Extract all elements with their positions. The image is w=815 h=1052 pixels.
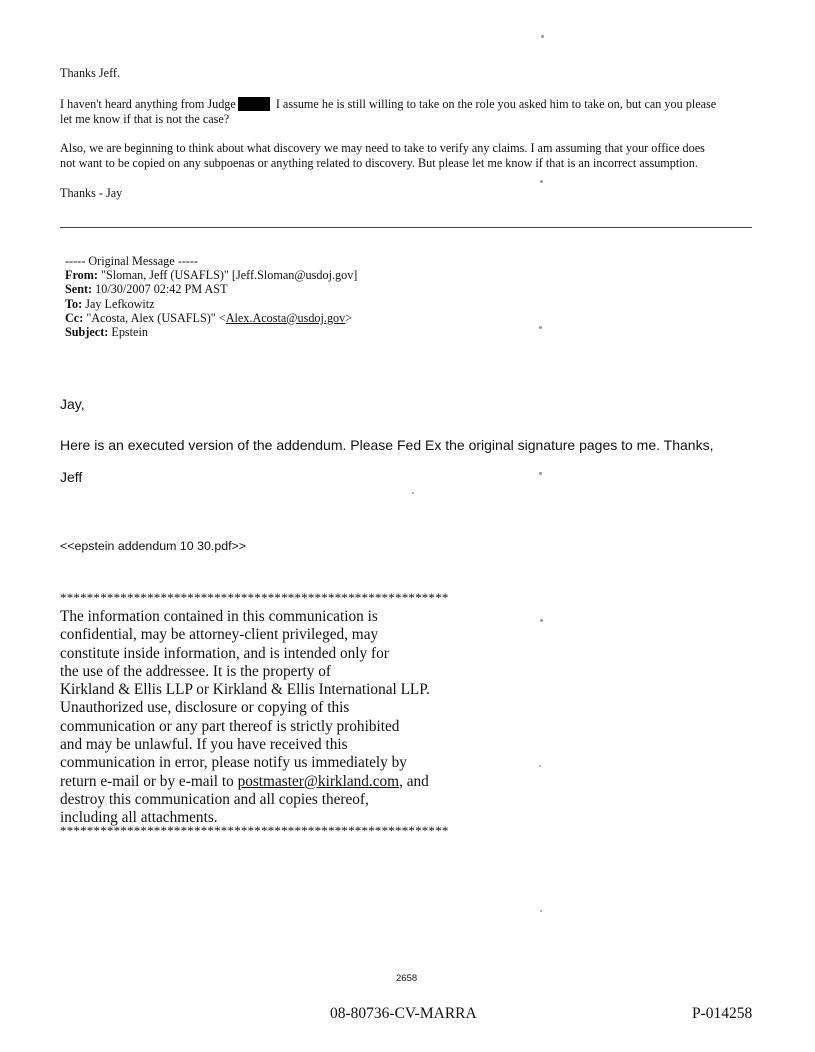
redaction-box — [238, 97, 270, 111]
scan-speck — [539, 326, 542, 329]
cc-email-link[interactable]: Alex.Acosta@usdoj.gov — [225, 310, 346, 325]
subject-label: Subject: — [65, 325, 109, 340]
reply-para1-part1: I haven't heard anything from Judge — [60, 97, 236, 111]
disclaimer-line10-suffix: , and — [399, 772, 429, 790]
disclaimer-stars-bottom: ********************************************************** — [60, 823, 449, 838]
disclaimer-line: confidential, may be attorney-client privileged, may — [60, 626, 379, 644]
cc-value-suffix: > — [345, 310, 353, 325]
page-number: 2658 — [396, 973, 418, 984]
reply-signoff: Thanks - Jay — [60, 186, 123, 200]
disclaimer-line10-prefix: return e-mail or by e-mail to — [60, 772, 238, 790]
sent-line — [65, 282, 357, 296]
disclaimer-line: constitute inside information, and is intended only for — [60, 644, 389, 662]
reply-para1-part2: I assume he is still willing to take on the role you asked him to take on, but can you please — [275, 97, 717, 111]
from-line — [65, 268, 357, 282]
reply-para2-line2: not want to be copied on any subpoenas or anything related to discovery. But please let me know if that is an incorrect assumption. — [60, 156, 698, 170]
disclaimer-line: The information contained in this communication is — [60, 608, 378, 625]
sent-label: Sent: — [65, 282, 93, 297]
scan-speck — [540, 910, 542, 912]
separator-rule — [60, 227, 752, 228]
cc-line — [65, 311, 357, 325]
from-value: "Sloman, Jeff (USAFLS)" [Jeff.Sloman@usdoj.gov] — [101, 268, 358, 283]
scan-speck — [539, 472, 542, 475]
scan-speck — [412, 492, 414, 494]
bates-number: P-014258 — [692, 1005, 753, 1022]
body-greeting: Jay, — [60, 396, 85, 412]
postmaster-email-link[interactable]: postmaster@kirkland.com — [237, 772, 400, 790]
case-number: 08-80736-CV-MARRA — [330, 1005, 477, 1022]
reply-para1-line2: let me know if that is not the case? — [60, 112, 230, 126]
scan-speck — [540, 619, 543, 622]
attachment-name[interactable]: <<epstein addendum 10 30.pdf>> — [60, 539, 247, 553]
body-signature: Jeff — [60, 469, 83, 485]
disclaimer-stars-top: ********************************************************** — [60, 590, 449, 605]
disclaimer-text — [60, 608, 430, 828]
disclaimer-line: communication in error, please notify us immediately by — [60, 754, 407, 772]
disclaimer-line: the use of the addressee. It is the property of — [60, 662, 332, 680]
original-message-separator: ----- Original Message ----- — [65, 254, 198, 268]
original-message-header — [65, 254, 357, 339]
disclaimer-line: and may be unlawful. If you have received this — [60, 736, 348, 754]
cc-label: Cc: — [65, 310, 84, 325]
to-line — [65, 297, 357, 311]
reply-para2-line1: Also, we are beginning to think about what discovery we may need to take to verify any claims. I am assuming that your office does — [60, 141, 705, 155]
scan-speck — [540, 180, 543, 183]
reply-paragraph-1 — [60, 97, 780, 112]
cc-value-prefix: "Acosta, Alex (USAFLS)" < — [86, 310, 226, 325]
sent-value: 10/30/2007 02:42 PM AST — [95, 282, 228, 297]
subject-value: Epstein — [111, 325, 148, 340]
to-label: To: — [65, 296, 83, 311]
scan-speck — [541, 35, 544, 38]
disclaimer-line: Unauthorized use, disclosure or copying of this — [60, 699, 350, 717]
reply-greeting: Thanks Jeff. — [60, 66, 121, 80]
subject-line — [65, 325, 357, 339]
disclaimer-line: communication or any part thereof is strictly prohibited — [60, 717, 400, 735]
disclaimer-line: Kirkland & Ellis LLP or Kirkland & Ellis International LLP. — [60, 681, 430, 699]
disclaimer-line — [60, 773, 430, 791]
to-value: Jay Lefkowitz — [85, 296, 155, 311]
from-label: From: — [65, 268, 98, 283]
disclaimer-line: including all attachments. — [60, 809, 218, 827]
scan-speck — [539, 765, 541, 767]
body-message: Here is an executed version of the addendum. Please Fed Ex the original signature pages to me. Thanks, — [60, 437, 714, 453]
disclaimer-line: destroy this communication and all copies thereof, — [60, 790, 369, 808]
